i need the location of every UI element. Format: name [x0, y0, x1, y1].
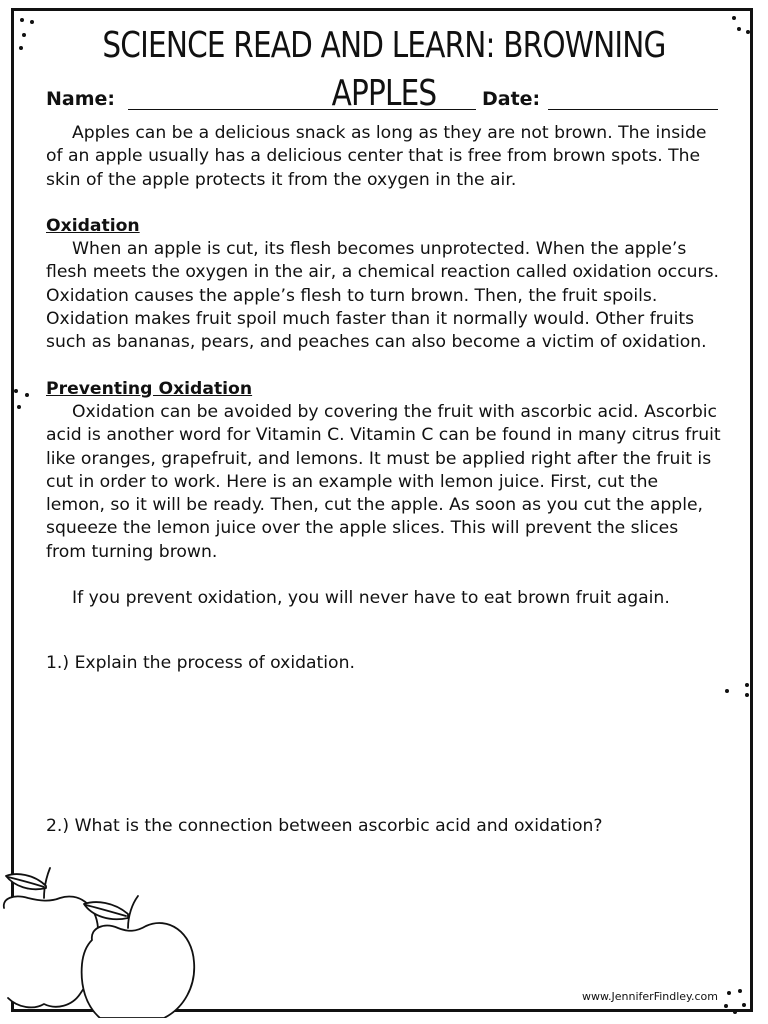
question-2: 2.) What is the connection between ascorbic acid and oxidation? [46, 816, 603, 836]
name-field[interactable] [128, 109, 476, 110]
intro-paragraph: Apples can be a delicious snack as long as they are not brown. The inside of an apple usually has a delicious center that is free from brown spots. The skin of the apple protects it from the oxygen in the air. [46, 123, 707, 190]
date-field[interactable] [548, 109, 718, 110]
section-heading-preventing-oxidation: Preventing Oxidation [46, 378, 253, 399]
footer-credit: www.JenniferFindley.com [582, 990, 718, 1003]
section-body-oxidation: When an apple is cut, its flesh becomes unprotected. When the apple’s flesh meets the oxygen in the air, a chemical reaction called oxidation occurs. Oxidation causes the apple’s flesh to turn brown. Then, the fruit spoils. Oxidation makes fruit spoil much faster than it normally would. Other fruits such as bananas, pears, and peaches can also become a victim of oxidation. [46, 239, 720, 353]
section-body-preventing-oxidation: Oxidation can be avoided by covering the fruit with ascorbic acid. Ascorbic acid is another word for Vitamin C. Vitamin C can be found in many citrus fruit like oranges, grapefruit, and lemons. It must be applied right after the fruit is cut in order to work. Here is an example with lemon juice. First, cut the lemon, so it will be ready. Then, cut the apple. As soon as you cut the apple, squeeze the lemon juice over the apple slices. This will prevent the slices from turning brown. [46, 401, 721, 562]
apples-icon [0, 858, 200, 1018]
conclusion-paragraph: If you prevent oxidation, you will never have to eat brown fruit again. [72, 588, 670, 609]
question-1: 1.) Explain the process of oxidation. [46, 653, 355, 673]
date-label: Date: [482, 88, 541, 110]
page-title: SCIENCE READ AND LEARN: BROWNING APPLES [102, 25, 666, 114]
reading-passage [46, 122, 722, 610]
name-label: Name: [46, 88, 116, 110]
section-heading-oxidation: Oxidation [46, 215, 140, 236]
name-date-row [46, 88, 718, 114]
